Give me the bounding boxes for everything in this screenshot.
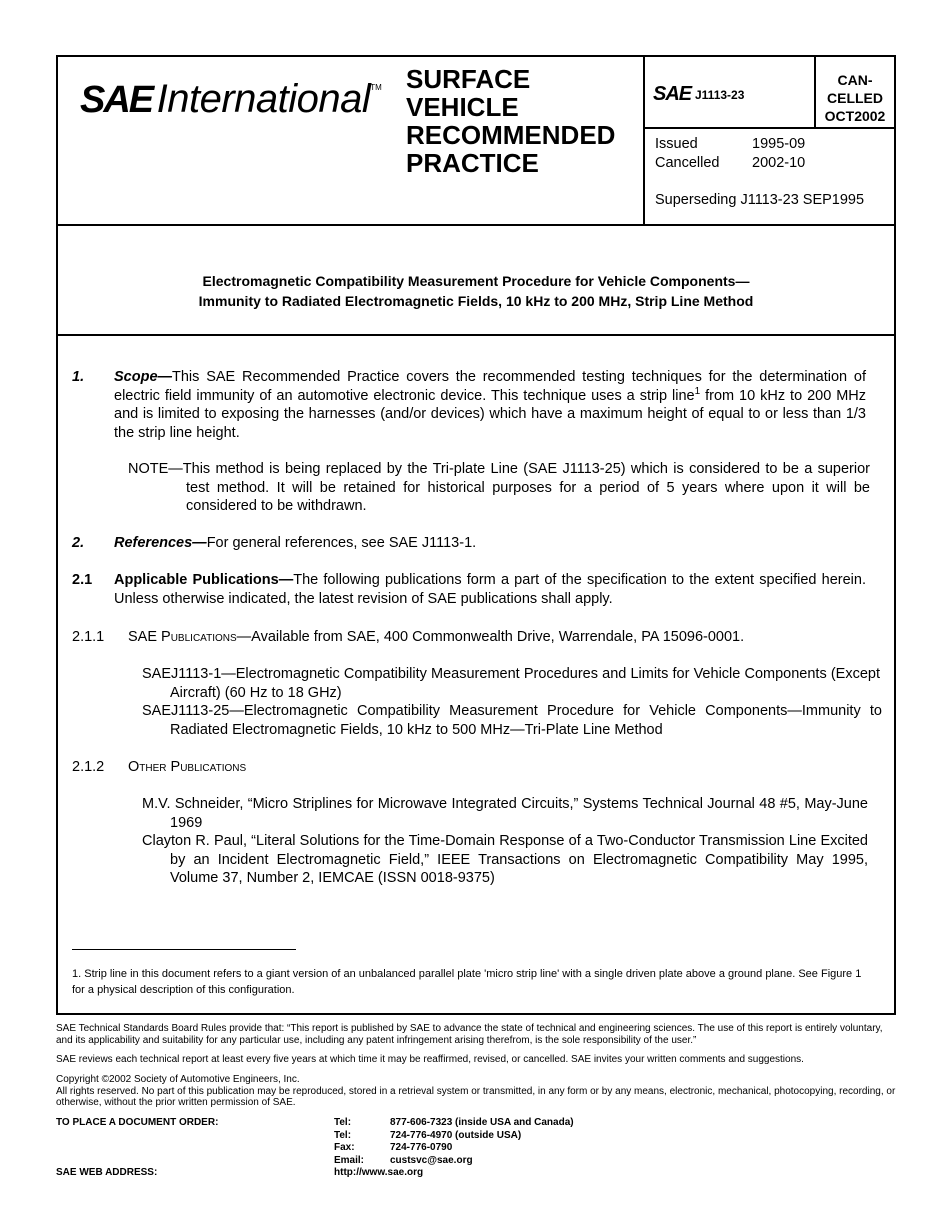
sae-international-logo — [80, 77, 382, 122]
section-number: 2.1.2 — [72, 759, 105, 775]
footnote-rule — [72, 949, 296, 950]
applicable-body: The following publications form a part of the specification to the extent specified herein. Unless otherwise indicated, the latest revision of SAE publications shall apply. — [114, 572, 866, 607]
small-sae-logo: SAE — [653, 83, 692, 105]
title-line: Electromagnetic Compatibility Measurement Procedure for Vehicle Components— — [202, 273, 750, 289]
email-label: Email: — [334, 1154, 365, 1166]
references-body: For general references, see SAE J1113-1. — [206, 535, 477, 551]
rights-reserved: All rights reserved. No part of this publication may be reproduced, stored in a retrieval system or transmitted, in any form or by any means, electronic, mechanical, photocopying, recording, or otherwise, without the prior written permission of SAE. — [56, 1085, 896, 1108]
applicable-text — [114, 571, 866, 608]
section-heading: Applicable Publications— — [114, 572, 294, 588]
scope-text-a: This SAE Recommended Practice covers the recommended testing techniques for the determination of electric field immunity of an automotive electronic device. This technique uses a strip line — [114, 369, 866, 404]
logo-trademark: TM — [370, 83, 382, 92]
note-label: NOTE— — [128, 461, 183, 477]
section-heading: Scope— — [114, 369, 173, 385]
fax-label: Fax: — [334, 1142, 355, 1153]
copyright: Copyright ©2002 Society of Automotive Engineers, Inc. — [56, 1074, 300, 1085]
reference-text: SAEJ1113-1—Electromagnetic Compatibility Measurement Procedures and Limits for Vehicle Components (Except Aircraft) (60 Hz to 18 GHz) — [142, 666, 880, 701]
review-notice: SAE reviews each technical report at least every five years at which time it may be reaffirmed, revised, or cancelled. SAE invites your written comments and suggestions. — [56, 1054, 804, 1065]
doc-type-line: PRACTICE — [406, 148, 539, 178]
superseding: Superseding J1113-23 SEP1995 — [655, 192, 865, 208]
section-heading: Other Publications — [128, 759, 247, 775]
fax-number: 724-776-0790 — [390, 1142, 453, 1153]
web-address[interactable]: http://www.sae.org — [334, 1167, 424, 1178]
references-text — [114, 534, 866, 553]
status-cancelled — [816, 71, 894, 125]
section-heading: References— — [114, 535, 207, 551]
email-address[interactable]: custsvc@sae.org — [390, 1154, 473, 1166]
section-number: 2.1 — [72, 572, 93, 588]
board-rules: SAE Technical Standards Board Rules provide that: “This report is published by SAE to advance the state of technical and engineering sciences. The use of this report is entirely voluntary, and its applicability and suitability for any particular use, including any patent infringement arising therefrom, is the sole responsibility of the user.” — [56, 1023, 883, 1046]
title-line: Immunity to Radiated Electromagnetic Fields, 10 kHz to 200 MHz, Strip Line Method — [198, 293, 754, 309]
issue-dates — [655, 135, 805, 173]
note-text — [128, 460, 870, 516]
document-title — [58, 271, 894, 311]
issued-value: 1995-09 — [752, 136, 806, 152]
copyright-block — [56, 1074, 898, 1109]
reference-text: Clayton R. Paul, “Literal Solutions for the Time-Domain Response of a Two-Conductor Transmission Line Excited by an Incident Electromagnetic Field,” IEEE Transactions on Electromagnetic Compatibility May 1995, Volume 37, Number 2, IEMCAE (ISSN 0018-9375) — [142, 833, 868, 886]
sae-publications-body: —Available from SAE, 400 Commonwealth Drive, Warrendale, PA 15096-0001. — [236, 629, 745, 645]
tel-number: 877-606-7323 (inside USA and Canada) — [390, 1117, 574, 1128]
web-label: SAE WEB ADDRESS: — [56, 1167, 158, 1178]
cancelled-label: Cancelled — [655, 155, 720, 171]
cancelled-value: 2002-10 — [752, 155, 806, 171]
document-header — [58, 57, 894, 226]
logo-sae: SAE — [80, 79, 153, 121]
document-number: J1113-23 — [695, 88, 745, 102]
scope-text — [114, 368, 866, 442]
status-line: OCT2002 — [824, 108, 886, 124]
logo-international: International — [156, 77, 371, 121]
footnote: 1. Strip line in this document refers to a giant version of an unbalanced parallel plate 'micro strip line' with a single driven plate above a ground plane. See Figure 1 for a physical description of this configuration. — [72, 968, 862, 996]
section-number: 2.1.1 — [72, 629, 105, 645]
title-box — [58, 226, 894, 336]
doc-type-line: RECOMMENDED — [406, 120, 616, 150]
reference-text: M.V. Schneider, “Micro Striplines for Microwave Integrated Circuits,” Systems Technical Journal 48 #5, May-June 1969 — [142, 796, 868, 831]
tel-label: Tel: — [334, 1117, 352, 1128]
scope-text-b: from 10 kHz to 200 MHz and is limited to exposing the harnesses (and/or devices) which have a maximum height of equal to or less than 1/3 the strip line height. — [114, 387, 867, 441]
order-label: TO PLACE A DOCUMENT ORDER: — [56, 1117, 219, 1128]
footnote-ref: 1 — [694, 385, 701, 397]
issued-label: Issued — [655, 136, 698, 152]
doc-type-line: SURFACE — [406, 64, 531, 94]
document-frame — [56, 55, 896, 1015]
doc-type-line: VEHICLE — [406, 92, 519, 122]
tel-label: Tel: — [334, 1129, 352, 1141]
tel-number: 724-776-4970 (outside USA) — [390, 1129, 522, 1141]
status-line: CELLED — [827, 90, 883, 106]
section-number: 1. — [72, 369, 85, 385]
note-body: This method is being replaced by the Tri-plate Line (SAE J1113-25) which is considered to be a superior test method. It will be retained for historical purposes for a period of 5 years where upon it will be considered to be withdrawn. — [182, 461, 870, 514]
document-type — [406, 65, 615, 177]
reference-text: SAEJ1113-25—Electromagnetic Compatibility Measurement Procedure for Vehicle Components—Immunity to Radiated Electromagnetic Fields, 10 kHz to 500 MHz—Tri-Plate Line Method — [142, 703, 882, 738]
section-heading: SAE Publications — [128, 629, 237, 645]
status-line: CAN- — [837, 72, 873, 88]
sae-publications-text — [128, 628, 868, 647]
section-number: 2. — [72, 535, 85, 551]
